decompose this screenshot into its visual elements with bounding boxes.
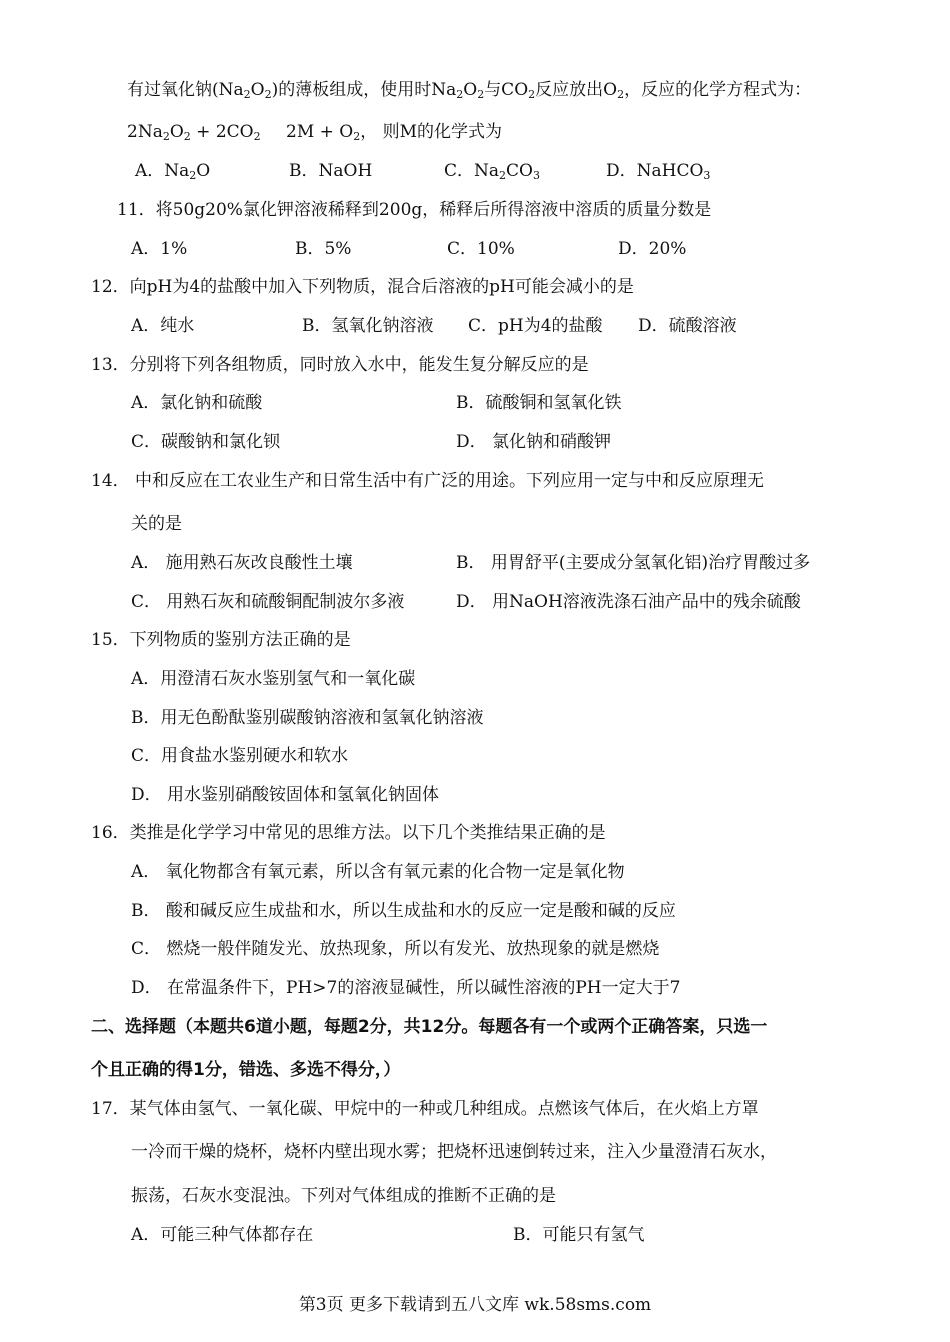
q16-option-d: D． 在常温条件下，PH>7的溶液显碱性，所以碱性溶液的PH一定大于7: [131, 978, 681, 998]
q16-stem: 16．类推是化学学习中常见的思维方法。以下几个类推结果正确的是: [91, 823, 606, 843]
q13-option-d: D． 氯化钠和硝酸钾: [456, 432, 612, 452]
q10-option-b: B．NaOH: [289, 161, 373, 181]
q10-equation-right: $2M + O_2$， 则M的化学式为: [286, 122, 503, 143]
q15-option-d: D． 用水鉴别硝酸铵固体和氢氧化钠固体: [131, 785, 440, 805]
q16-option-b: B． 酸和碱反应生成盐和水，所以生成盐和水的反应一定是酸和碱的反应: [131, 901, 676, 921]
q11-option-a: A．1%: [131, 239, 188, 259]
q14-option-c: C． 用熟石灰和硫酸铜配制波尔多液: [131, 592, 405, 612]
q12-option-a: A．纯水: [131, 316, 195, 336]
q10-option-d: D．NaHCO$_3$: [606, 161, 711, 182]
q10-equation: $2Na_2O_2 + 2CO_2$: [127, 122, 261, 143]
q13-stem: 13．分别将下列各组物质，同时放入水中，能发生复分解反应的是: [91, 355, 589, 375]
section2-heading-line1: 二、选择题（本题共6道小题，每题2分，共12分。每题各有一个或两个正确答案，只选一: [91, 1017, 768, 1037]
q17-stem-line3: 振荡，石灰水变混浊。下列对气体组成的推断不正确的是: [131, 1186, 556, 1206]
q15-option-a: A．用澄清石灰水鉴别氢气和一氧化碳: [131, 669, 416, 689]
q13-option-c: C．碳酸钠和氯化钡: [131, 432, 281, 452]
q14-option-b: B． 用胃舒平(主要成分氢氧化铝)治疗胃酸过多: [456, 553, 811, 573]
q16-option-c: C． 燃烧一般伴随发光、放热现象，所以有发光、放热现象的就是燃烧: [131, 939, 660, 959]
q12-option-b: B．氢氧化钠溶液: [302, 316, 434, 336]
q12-stem: 12．向pH为4的盐酸中加入下列物质，混合后溶液的pH可能会减小的是: [91, 277, 634, 297]
q11-option-d: D．20%: [618, 239, 687, 259]
q12-option-c: C．pH为4的盐酸: [468, 316, 603, 336]
q17-stem-line1: 17．某气体由氢气、一氧化碳、甲烷中的一种或几种组成。点燃该气体后，在火焰上方罩: [91, 1099, 759, 1119]
q14-stem-line2: 关的是: [131, 514, 182, 534]
q14-stem-line1: 14． 中和反应在工农业生产和日常生活中有广泛的用途。下列应用一定与中和反应原理无: [91, 471, 765, 491]
q16-option-a: A． 氧化物都含有氧元素，所以含有氧元素的化合物一定是氧化物: [131, 862, 625, 882]
page-footer: 第3页 更多下载请到五八文库 wk.58sms.com: [298, 1295, 652, 1315]
q11-stem: 11．将50g20%氯化钾溶液稀释到200g，稀释后所得溶液中溶质的质量分数是: [117, 200, 712, 220]
q17-stem-line2: 一冷而干燥的烧杯，烧杯内壁出现水雾；把烧杯迅速倒转过来，注入少量澄清石灰水，: [131, 1142, 777, 1162]
q12-option-d: D．硫酸溶液: [638, 316, 737, 336]
q15-stem: 15．下列物质的鉴别方法正确的是: [91, 630, 351, 650]
section2-heading-line2: 个且正确的得1分，错选、多选不得分，）: [91, 1060, 401, 1080]
q17-option-a: A．可能三种气体都存在: [131, 1225, 314, 1245]
q15-option-b: B．用无色酚酞鉴别碳酸钠溶液和氢氧化钠溶液: [131, 708, 484, 728]
q10-option-a: A．$Na_2O$: [135, 161, 211, 182]
q17-option-b: B．可能只有氢气: [513, 1225, 645, 1245]
q10-intro: 有过氧化钠$(Na_2O_2)$的薄板组成，使用时$Na_2O_2$与$CO_2$反应放出$O_2$，反应的化学方程式为：: [127, 80, 812, 101]
q10-option-c: C．$Na_2CO_3$: [444, 161, 540, 182]
q13-option-b: B．硫酸铜和氢氧化铁: [456, 393, 622, 413]
q14-option-a: A． 施用熟石灰改良酸性土壤: [131, 553, 353, 573]
q14-option-d: D． 用NaOH溶液洗涤石油产品中的残余硫酸: [456, 592, 801, 612]
q15-option-c: C．用食盐水鉴别硬水和软水: [131, 746, 349, 766]
q11-option-b: B．5%: [295, 239, 352, 259]
q13-option-a: A．氯化钠和硫酸: [131, 393, 263, 413]
q11-option-c: C．10%: [447, 239, 515, 259]
